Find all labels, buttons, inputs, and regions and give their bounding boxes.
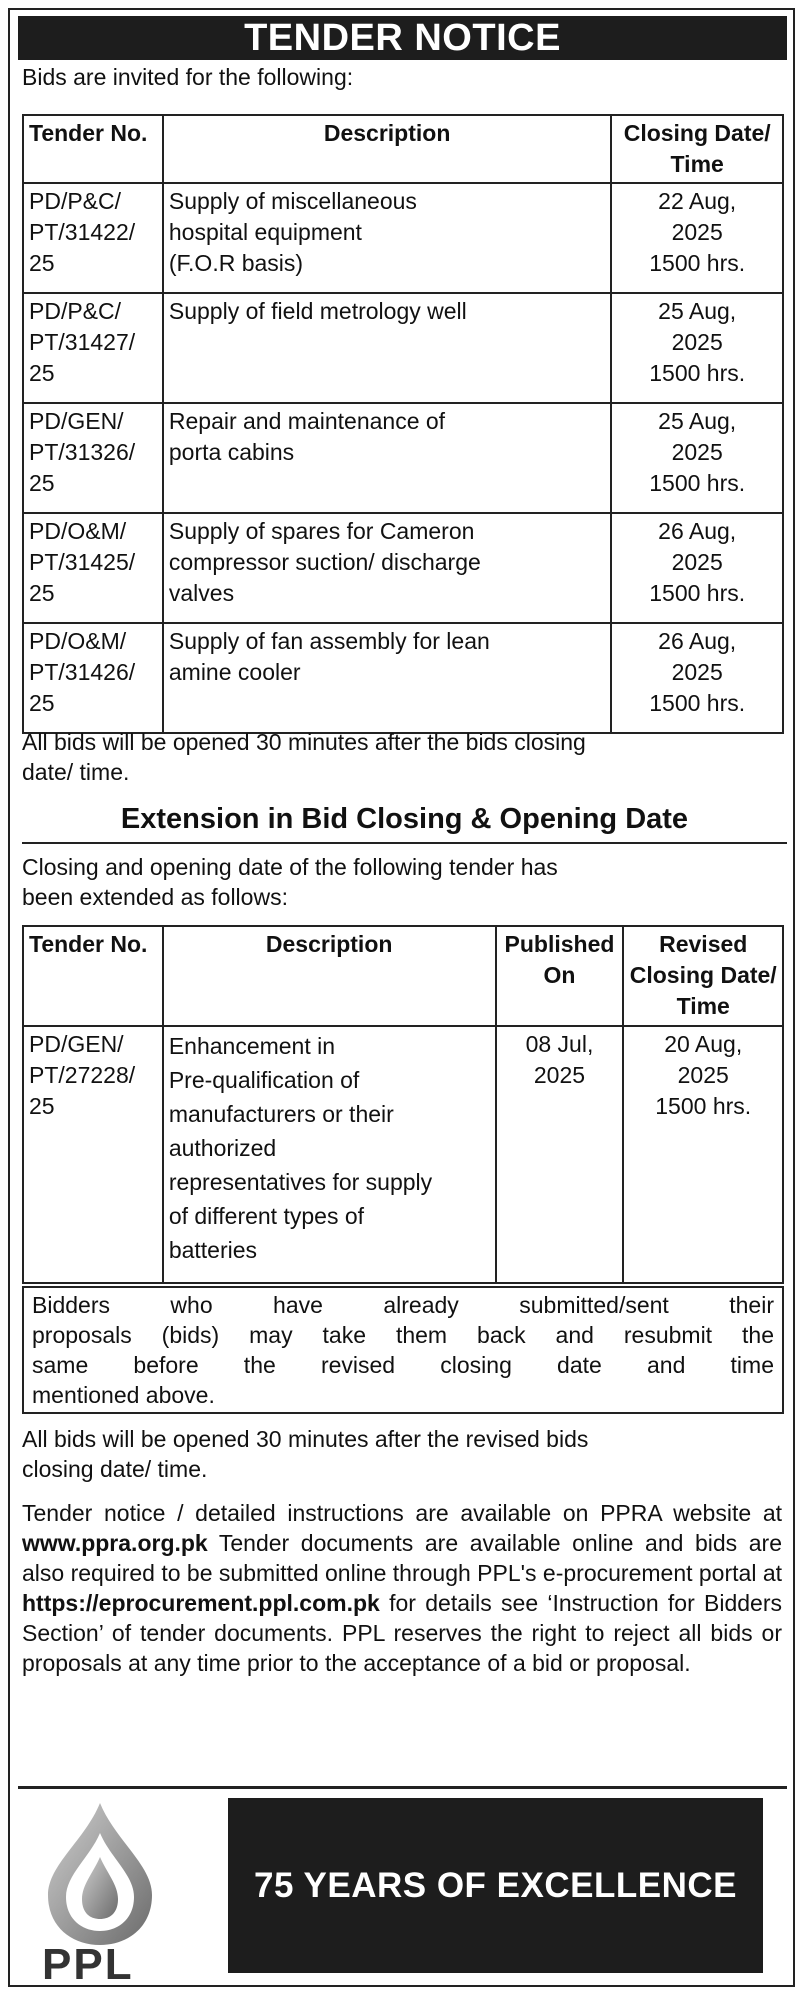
cell-line: valves xyxy=(168,580,235,606)
tender-no-cell xyxy=(23,513,163,623)
cell-line: 2025 xyxy=(671,329,723,355)
table-row xyxy=(23,623,783,733)
cell-line: PD/GEN/ xyxy=(29,408,124,434)
extension-heading: Extension in Bid Closing & Opening Date xyxy=(120,803,689,835)
cell-line: 25 xyxy=(29,580,55,606)
eprocurement-link[interactable]: https://eprocurement.ppl.com.pk xyxy=(22,1590,380,1616)
cell-line: 1500 hrs. xyxy=(649,360,746,386)
cell-line: 26 Aug, xyxy=(658,518,737,544)
note-line: Bidders who have already submitted/sent their xyxy=(32,1292,774,1318)
ppl-logo xyxy=(30,1795,220,1985)
ext-header-published: Published On xyxy=(496,926,624,1026)
note-line: proposals (bids) may take them back and resubmit the xyxy=(32,1322,774,1348)
instructions-text: Tender notice / detailed instructions are available on PPRA website at xyxy=(22,1500,782,1526)
instructions-text: Tender documents are available online and bids are also required to be submitted online through PPL's e-procurement portal at xyxy=(22,1530,782,1586)
opening-note-line: date/ time. xyxy=(22,759,130,785)
cell-line: 20 Aug, xyxy=(664,1031,743,1057)
cell-line: 25 Aug, xyxy=(658,408,737,434)
table-row xyxy=(23,513,783,623)
note-line: same before the revised closing date and time xyxy=(32,1352,774,1378)
cell-line: PT/31422/ xyxy=(29,219,136,245)
cell-line: 2025 xyxy=(533,1062,586,1088)
tender-table xyxy=(22,114,784,734)
cell-line: Supply of miscellaneous xyxy=(168,188,417,214)
revised-opening-note xyxy=(22,1424,782,1484)
tender-no-cell xyxy=(23,1026,163,1283)
cell-line: compressor suction/ discharge xyxy=(168,549,481,575)
cell-line: Enhancement in xyxy=(168,1033,336,1059)
extension-intro-line: Closing and opening date of the following tender has xyxy=(22,854,558,880)
opening-note xyxy=(22,727,782,787)
instructions-text: for details see ‘Instruction for Bidders Section’ of tender documents. PPL reserves the right to reject all bids or proposals at any time prior to the acceptance of a bid or proposal. xyxy=(22,1590,783,1676)
opening-note-line: All bids will be opened 30 minutes after the bids closing xyxy=(22,729,586,755)
tender-no-cell xyxy=(23,623,163,733)
cell-line: 2025 xyxy=(671,439,723,465)
cell-line: 25 xyxy=(29,690,55,716)
description-cell xyxy=(163,183,612,293)
cell-line: 2025 xyxy=(671,219,723,245)
cell-line: 25 xyxy=(29,250,55,276)
logo-text: PPL xyxy=(42,1940,134,1985)
description-cell xyxy=(163,403,612,513)
table-row xyxy=(23,403,783,513)
cell-line: Supply of spares for Cameron xyxy=(168,518,475,544)
note-line: All bids will be opened 30 minutes after the revised bids xyxy=(22,1426,589,1452)
oil-drop-icon xyxy=(30,1795,220,1985)
cell-line: 25 Aug, xyxy=(658,298,737,324)
cell-line: PD/P&C/ xyxy=(29,298,122,324)
cell-line: authorized xyxy=(168,1135,277,1161)
cell-line: hospital equipment xyxy=(168,219,362,245)
closing-date-cell xyxy=(611,513,783,623)
cell-line: 08 Jul, xyxy=(525,1031,594,1057)
resubmission-note xyxy=(22,1286,784,1414)
cell-line: Supply of field metrology well xyxy=(168,298,467,324)
cell-line: Supply of fan assembly for lean xyxy=(168,628,490,654)
header-tender-no: Tender No. xyxy=(23,115,163,183)
cell-line: 1500 hrs. xyxy=(649,690,746,716)
intro-text: Bids are invited for the following: xyxy=(22,64,354,90)
cell-line: PT/27228/ xyxy=(29,1062,136,1088)
footer-divider xyxy=(18,1786,787,1789)
cell-line: 25 xyxy=(29,360,55,386)
ext-header-tender-no: Tender No. xyxy=(23,926,163,1026)
cell-line: PT/31326/ xyxy=(29,439,136,465)
closing-date-cell xyxy=(611,403,783,513)
description-cell xyxy=(163,623,612,733)
table-row xyxy=(23,293,783,403)
closing-date-cell xyxy=(611,183,783,293)
published-cell xyxy=(496,1026,624,1283)
description-cell xyxy=(163,1026,496,1283)
cell-line: porta cabins xyxy=(168,439,295,465)
extension-intro-line: been extended as follows: xyxy=(22,884,288,910)
ext-header-description: Description xyxy=(163,926,496,1026)
tender-no-cell xyxy=(23,403,163,513)
cell-line: amine cooler xyxy=(168,659,301,685)
instructions-paragraph xyxy=(22,1498,782,1678)
cell-line: 25 xyxy=(29,470,55,496)
cell-line: 25 xyxy=(29,1093,55,1119)
cell-line: batteries xyxy=(168,1237,258,1263)
closing-date-cell xyxy=(611,623,783,733)
tender-table-header xyxy=(23,115,783,183)
cell-line: PT/31425/ xyxy=(29,549,136,575)
closing-date-cell xyxy=(611,293,783,403)
cell-line: representatives for supply xyxy=(168,1169,433,1195)
cell-line: 2025 xyxy=(671,659,723,685)
header-description: Description xyxy=(163,115,612,183)
cell-line: PD/O&M/ xyxy=(29,628,127,654)
cell-line: of different types of xyxy=(168,1203,365,1229)
header-closing-date: Closing Date/ Time xyxy=(611,115,783,183)
cell-line: PD/P&C/ xyxy=(29,188,122,214)
divider xyxy=(22,842,787,844)
cell-line: 1500 hrs. xyxy=(649,470,746,496)
cell-line: 2025 xyxy=(677,1062,729,1088)
cell-line: Repair and maintenance of xyxy=(168,408,446,434)
cell-line: PD/O&M/ xyxy=(29,518,127,544)
tender-no-cell xyxy=(23,293,163,403)
ppra-link[interactable]: www.ppra.org.pk xyxy=(22,1530,208,1556)
cell-line: 22 Aug, xyxy=(658,188,737,214)
cell-line: (F.O.R basis) xyxy=(168,250,304,276)
cell-line: PT/31426/ xyxy=(29,659,136,685)
cell-line: PD/GEN/ xyxy=(29,1031,124,1057)
tender-no-cell xyxy=(23,183,163,293)
slogan-banner: 75 YEARS OF EXCELLENCE xyxy=(228,1798,763,1973)
cell-line: PT/31427/ xyxy=(29,329,136,355)
extension-intro xyxy=(22,852,558,912)
cell-line: 26 Aug, xyxy=(658,628,737,654)
table-row xyxy=(23,183,783,293)
description-cell xyxy=(163,513,612,623)
cell-line: manufacturers or their xyxy=(168,1101,394,1127)
extension-table-header xyxy=(23,926,783,1026)
note-line: mentioned above. xyxy=(32,1382,215,1408)
ext-header-revised: Revised Closing Date/ Time xyxy=(623,926,783,1026)
cell-line: 1500 hrs. xyxy=(655,1093,752,1119)
table-row xyxy=(23,1026,783,1283)
cell-line: Pre-qualification of xyxy=(168,1067,360,1093)
revised-date-cell xyxy=(623,1026,783,1283)
page-title: TENDER NOTICE xyxy=(18,16,787,60)
note-line: closing date/ time. xyxy=(22,1456,208,1482)
extension-table xyxy=(22,925,784,1284)
description-cell xyxy=(163,293,612,403)
cell-line: 1500 hrs. xyxy=(649,580,746,606)
cell-line: 2025 xyxy=(671,549,723,575)
cell-line: 1500 hrs. xyxy=(649,250,746,276)
